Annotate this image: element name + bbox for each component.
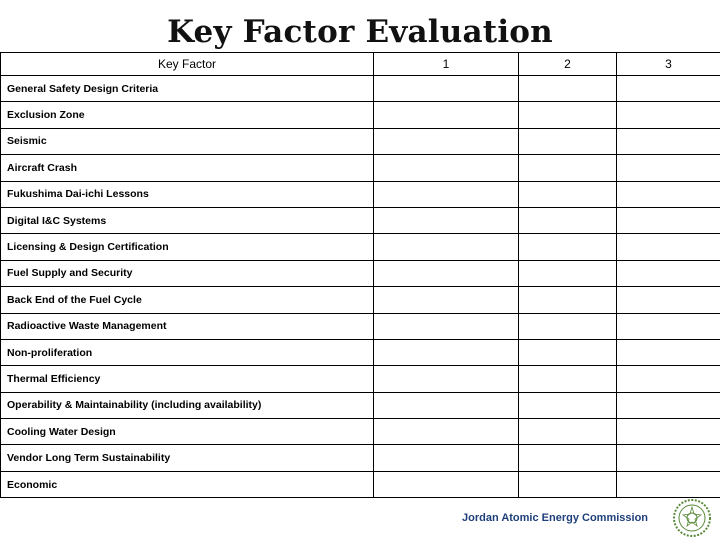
score-cell-2 (519, 339, 617, 365)
table-row (1, 366, 720, 392)
table-row (1, 313, 720, 339)
score-cell-3 (617, 128, 720, 154)
table-row (1, 260, 720, 286)
header-col-1: 1 (374, 53, 519, 76)
score-cell-1 (374, 392, 519, 418)
score-cell-1 (374, 155, 519, 181)
table-row (1, 445, 720, 471)
key-factor-label: Fuel Supply and Security (1, 260, 374, 286)
score-cell-1 (374, 181, 519, 207)
key-factor-label: Fukushima Dai-ichi Lessons (1, 181, 374, 207)
header-key-factor: Key Factor (1, 53, 374, 76)
table-row (1, 102, 720, 128)
organization-name: Jordan Atomic Energy Commission (462, 512, 649, 524)
key-factor-label: Seismic (1, 128, 374, 154)
key-factor-label: Non-proliferation (1, 339, 374, 365)
score-cell-3 (617, 102, 720, 128)
score-cell-3 (617, 445, 720, 471)
score-cell-1 (374, 287, 519, 313)
score-cell-2 (519, 366, 617, 392)
table-row (1, 181, 720, 207)
score-cell-1 (374, 339, 519, 365)
score-cell-3 (617, 313, 720, 339)
score-cell-1 (374, 207, 519, 233)
score-cell-3 (617, 392, 720, 418)
page-title: Key Factor Evaluation (167, 14, 553, 50)
table-row (1, 128, 720, 154)
score-cell-1 (374, 260, 519, 286)
score-cell-2 (519, 102, 617, 128)
table-row (1, 419, 720, 445)
score-cell-3 (617, 155, 720, 181)
score-cell-1 (374, 445, 519, 471)
table-row (1, 392, 720, 418)
score-cell-2 (519, 207, 617, 233)
key-factor-label: Vendor Long Term Sustainability (1, 445, 374, 471)
table-row (1, 287, 720, 313)
key-factor-label: Digital I&C Systems (1, 207, 374, 233)
key-factor-label: General Safety Design Criteria (1, 76, 374, 102)
score-cell-2 (519, 128, 617, 154)
score-cell-1 (374, 419, 519, 445)
score-cell-3 (617, 260, 720, 286)
score-cell-1 (374, 234, 519, 260)
score-cell-3 (617, 287, 720, 313)
score-cell-2 (519, 392, 617, 418)
score-cell-2 (519, 234, 617, 260)
score-cell-2 (519, 181, 617, 207)
table-header-row (1, 53, 720, 76)
key-factor-label: Thermal Efficiency (1, 366, 374, 392)
header-col-2: 2 (519, 53, 617, 76)
jaec-seal-icon (672, 498, 712, 538)
score-cell-2 (519, 445, 617, 471)
score-cell-2 (519, 76, 617, 102)
score-cell-3 (617, 76, 720, 102)
key-factor-table (0, 52, 720, 498)
score-cell-2 (519, 260, 617, 286)
score-cell-1 (374, 471, 519, 497)
table-row (1, 207, 720, 233)
table-row (1, 339, 720, 365)
key-factor-label: Aircraft Crash (1, 155, 374, 181)
key-factor-label: Back End of the Fuel Cycle (1, 287, 374, 313)
score-cell-3 (617, 419, 720, 445)
score-cell-2 (519, 155, 617, 181)
score-cell-3 (617, 181, 720, 207)
score-cell-2 (519, 313, 617, 339)
key-factor-label: Radioactive Waste Management (1, 313, 374, 339)
table-row (1, 76, 720, 102)
score-cell-3 (617, 207, 720, 233)
key-factor-label: Cooling Water Design (1, 419, 374, 445)
key-factor-label: Licensing & Design Certification (1, 234, 374, 260)
key-factor-label: Operability & Maintainability (including availability) (1, 392, 374, 418)
score-cell-2 (519, 419, 617, 445)
score-cell-3 (617, 339, 720, 365)
score-cell-3 (617, 471, 720, 497)
score-cell-2 (519, 471, 617, 497)
score-cell-1 (374, 102, 519, 128)
score-cell-2 (519, 287, 617, 313)
score-cell-3 (617, 366, 720, 392)
table-row (1, 234, 720, 260)
key-factor-label: Exclusion Zone (1, 102, 374, 128)
table-row (1, 471, 720, 497)
score-cell-1 (374, 76, 519, 102)
score-cell-3 (617, 234, 720, 260)
header-col-3: 3 (617, 53, 720, 76)
table-row (1, 155, 720, 181)
score-cell-1 (374, 128, 519, 154)
score-cell-1 (374, 313, 519, 339)
score-cell-1 (374, 366, 519, 392)
key-factor-label: Economic (1, 471, 374, 497)
